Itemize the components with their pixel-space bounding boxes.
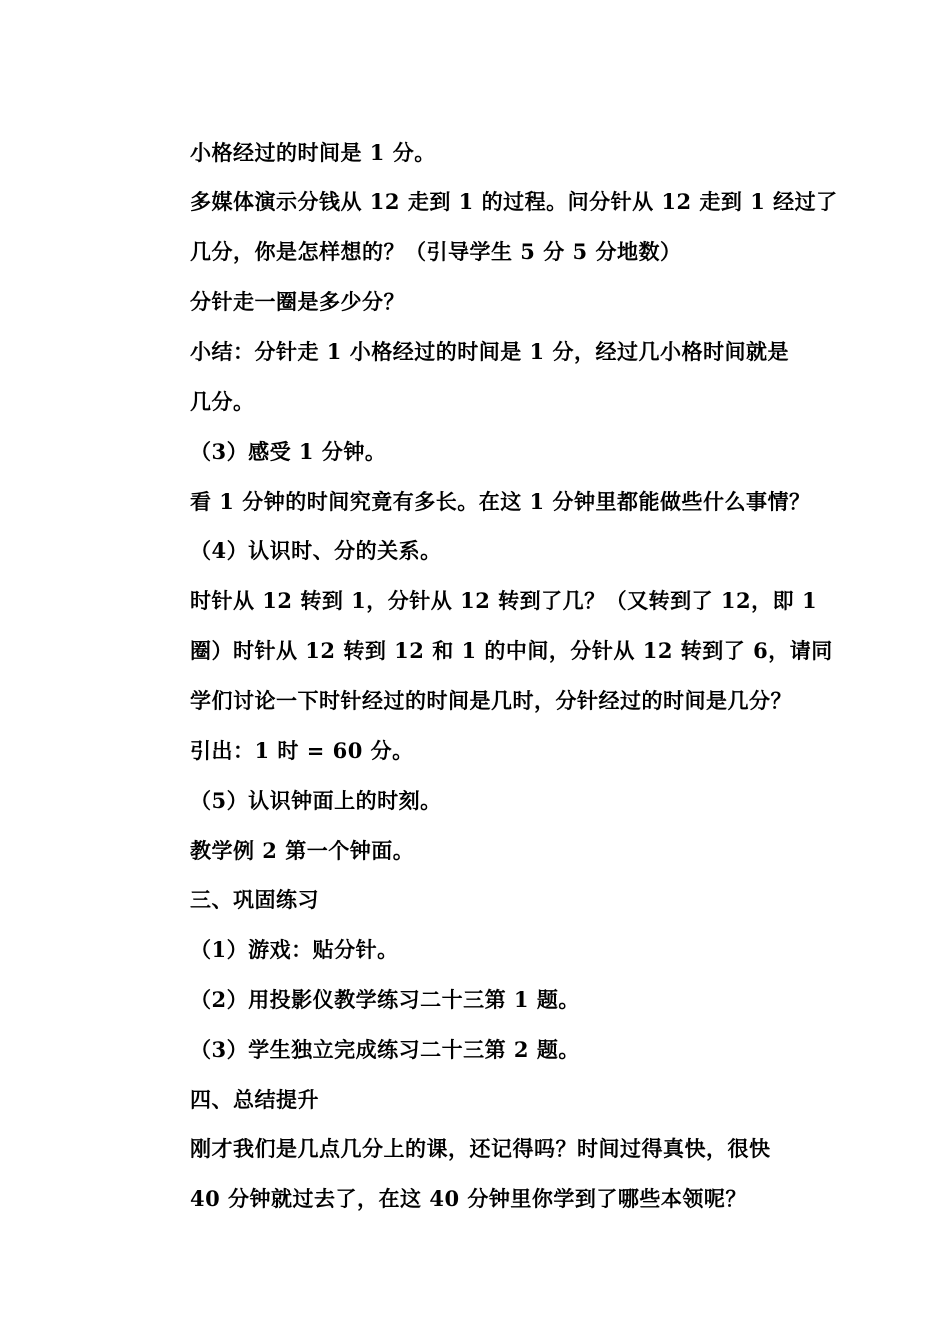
section-heading: （4）认识时、分的关系。: [190, 538, 442, 563]
text-line: 小结：分针走 1 小格经过的时间是 1 分，经过几小格时间就是: [190, 339, 789, 364]
section-heading: （3）感受 1 分钟。: [190, 439, 387, 464]
text-line: 小格经过的时间是 1 分。: [190, 140, 436, 165]
list-item: （2）用投影仪教学练习二十三第 1 题。: [190, 987, 580, 1012]
text-line: 学们讨论一下时针经过的时间是几时，分针经过的时间是几分？: [190, 688, 792, 713]
list-item: （3）学生独立完成练习二十三第 2 题。: [190, 1037, 580, 1062]
text-line: 40 分钟就过去了，在这 40 分钟里你学到了哪些本领呢？: [190, 1186, 747, 1211]
section-heading: （5）认识钟面上的时刻。: [190, 788, 442, 813]
section-heading: 四、总结提升: [190, 1087, 319, 1112]
list-item: （1）游戏：贴分针。: [190, 937, 399, 962]
text-line: 分针走一圈是多少分？: [190, 289, 405, 314]
text-line: 几分。: [190, 389, 255, 414]
text-line: 时针从 12 转到 1，分针从 12 转到了几？（又转到了 12，即 1: [190, 588, 818, 613]
text-line: 多媒体演示分钱从 12 走到 1 的过程。问分针从 12 走到 1 经过了: [190, 189, 838, 214]
section-heading: 三、巩固练习: [190, 887, 319, 912]
text-line: 几分，你是怎样想的？（引导学生 5 分 5 分地数）: [190, 239, 682, 264]
text-line: 引出：1 时 = 60 分。: [190, 738, 414, 763]
text-line: 看 1 分钟的时间究竟有多长。在这 1 分钟里都能做些什么事情？: [190, 489, 811, 514]
text-line: 教学例 2 第一个钟面。: [190, 838, 415, 863]
text-line: 刚才我们是几点几分上的课，还记得吗？时间过得真快，很快: [190, 1136, 771, 1161]
text-line: 圈）时针从 12 转到 12 和 1 的中间，分针从 12 转到了 6，请同: [190, 638, 833, 663]
